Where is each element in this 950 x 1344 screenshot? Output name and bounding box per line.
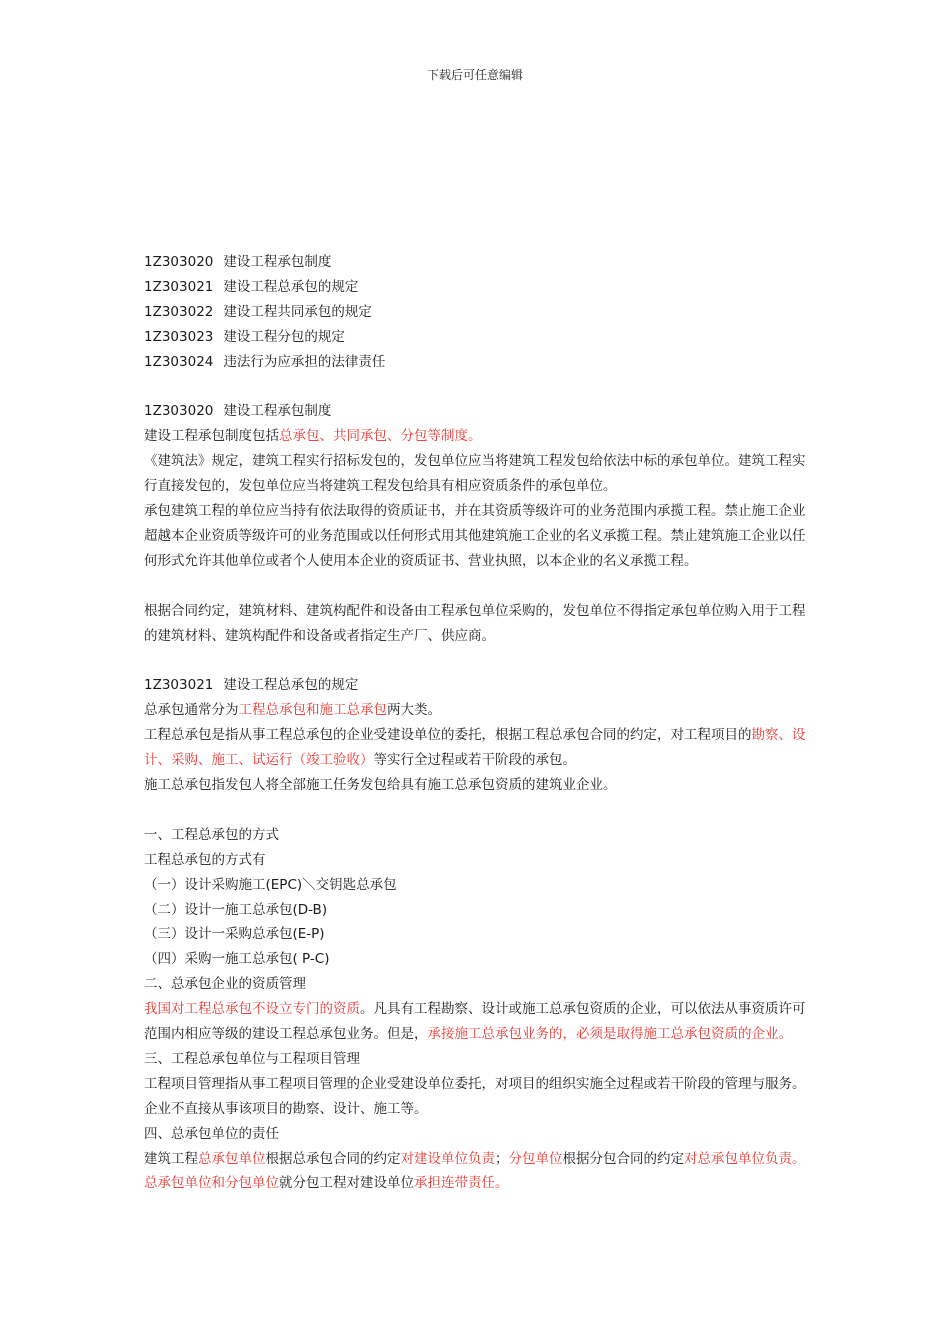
toc-title: 建设工程分包的规定 <box>223 328 345 345</box>
text-run: 总承包通常分为 <box>144 702 239 719</box>
text-run: 建设工程承包制度包括 <box>144 428 279 445</box>
section-code: 1Z303021 <box>144 677 214 694</box>
toc-code: 1Z303020 <box>144 254 214 270</box>
highlight-text: 总承包单位 <box>198 1150 266 1167</box>
spacer <box>144 798 812 823</box>
paragraph <box>144 424 812 449</box>
paragraph <box>144 1147 812 1197</box>
highlight-text: 承担连带责任。 <box>414 1175 509 1192</box>
paragraph: 根据合同约定，建筑材料、建筑构配件和设备由工程承包单位采购的，发包单位不得指定承包单位购入用于工程的建筑材料、建筑构配件和设备或者指定生产厂、供应商。 <box>144 602 806 644</box>
highlight-text: 。 <box>792 1150 806 1167</box>
method-code: ( P-C) <box>292 951 330 968</box>
highlight-text: 对总承包单位负责 <box>684 1150 792 1167</box>
highlight-text: 对建设单位负责 <box>400 1150 495 1167</box>
text-run: 。凡具有工程勘察、设计或施工总承包资质的企业，可以依法从事资质许可范围内相应等级的建设工程总承包业务。但是， <box>144 1001 806 1043</box>
toc-item <box>144 350 812 375</box>
list-item <box>144 898 812 923</box>
text-run: 就分包工程对建设单位 <box>279 1175 414 1192</box>
toc-code: 1Z303022 <box>144 303 214 320</box>
toc-code: 1Z303024 <box>144 353 214 370</box>
subheading: 二、总承包企业的资质管理 <box>144 976 306 993</box>
highlight-text: 分包单位 <box>508 1150 563 1167</box>
method-code: (E-P) <box>292 926 325 943</box>
section-1z303021 <box>144 673 812 1196</box>
list-item <box>144 922 812 947</box>
method-code: (EPC) <box>265 876 303 893</box>
highlight-text: 总承包、共同承包、分包等制度。 <box>279 428 482 445</box>
paragraph: 《建筑法》规定，建筑工程实行招标发包的，发包单位应当将建筑工程发包给依法中标的承包单位。建筑工程实行直接发包的，发包单位应当将建筑工程发包给具有相应资质条件的承包单位。 <box>144 453 806 495</box>
toc-code: 1Z303023 <box>144 328 214 345</box>
subheading: 一、工程总承包的方式 <box>144 826 279 843</box>
text-run: 根据分包合同的约定 <box>562 1150 684 1167</box>
page-header: 下载后可任意编辑 <box>426 68 523 82</box>
highlight-text: 我国对工程总承包不设立专门的资质 <box>144 1001 360 1018</box>
subheading: 三、工程总承包单位与工程项目管理 <box>144 1050 360 1067</box>
paragraph <box>144 997 812 1047</box>
text-run: 两大类。 <box>387 702 441 719</box>
paragraph: 承包建筑工程的单位应当持有依法取得的资质证书，并在其资质等级许可的业务范围内承揽工程。禁止施工企业超越本企业资质等级许可的业务范围或以任何形式用其他建筑施工企业的名义承揽工程。禁止建筑施工企业以任何形式允许其他单位或者个人使用本企业的资质证书、营业执照，以本企业的名义承揽工程。 <box>144 503 806 569</box>
section-1z303020 <box>144 399 812 648</box>
paragraph <box>144 698 812 723</box>
section-code: 1Z303020 <box>144 403 214 420</box>
toc-item <box>144 275 812 300</box>
toc-item <box>144 300 812 325</box>
text-run: （四）采购一施工总承包 <box>144 951 293 968</box>
highlight-text: 总承包单位和分包单位 <box>144 1175 279 1192</box>
text-run: （三）设计一采购总承包 <box>144 926 293 943</box>
method-code: (D-B) <box>292 901 328 918</box>
list-item <box>144 873 812 898</box>
toc-title: 建设工程共同承包的规定 <box>223 303 372 320</box>
section-heading <box>144 399 812 424</box>
paragraph: 工程总承包的方式有 <box>144 851 266 868</box>
document-body <box>144 250 812 1196</box>
paragraph <box>144 723 812 773</box>
toc-title: 建设工程总承包的规定 <box>223 278 359 295</box>
toc-title: 违法行为应承担的法律责任 <box>223 353 386 370</box>
text-run: 根据总承包合同的约定 <box>265 1150 401 1167</box>
toc-title: 建设工程承包制度 <box>223 254 332 270</box>
spacer <box>144 574 812 599</box>
paragraph: 施工总承包指发包人将全部施工任务发包给具有施工总承包资质的建筑业企业。 <box>144 776 617 793</box>
text-run: （二）设计一施工总承包 <box>144 901 293 918</box>
section-heading <box>144 673 812 698</box>
subheading: 四、总承包单位的责任 <box>144 1125 279 1142</box>
section-title: 建设工程总承包的规定 <box>223 677 359 694</box>
text-run: ； <box>495 1150 509 1167</box>
highlight-text: 勘察、设计、采购、施工、试运行（竣工验收） <box>144 727 806 769</box>
text-run: 建筑工程 <box>144 1150 198 1167</box>
list-item <box>144 947 812 972</box>
text-run: 等实行全过程或若干阶段的承包。 <box>373 752 576 769</box>
toc-code: 1Z303021 <box>144 278 214 295</box>
text-run: 工程总承包是指从事工程总承包的企业受建设单位的委托，根据工程总承包合同的约定，对工程项目的 <box>144 727 752 744</box>
text-run: ＼交钥匙总承包 <box>302 876 397 893</box>
text-run: （一）设计采购施工 <box>144 876 266 893</box>
highlight-text: 承接施工总承包业务的，必须是取得施工总承包资质的企业。 <box>427 1026 792 1043</box>
toc-item <box>144 325 812 350</box>
toc-item <box>144 250 812 275</box>
section-title: 建设工程承包制度 <box>223 403 332 420</box>
paragraph: 工程项目管理指从事工程项目管理的企业受建设单位委托，对项目的组织实施全过程或若干阶段的管理与服务。企业不直接从事该项目的勘察、设计、施工等。 <box>144 1075 806 1117</box>
spacer <box>144 375 812 400</box>
spacer <box>144 648 812 673</box>
toc <box>144 250 812 375</box>
highlight-text: 工程总承包和施工总承包 <box>238 702 387 719</box>
